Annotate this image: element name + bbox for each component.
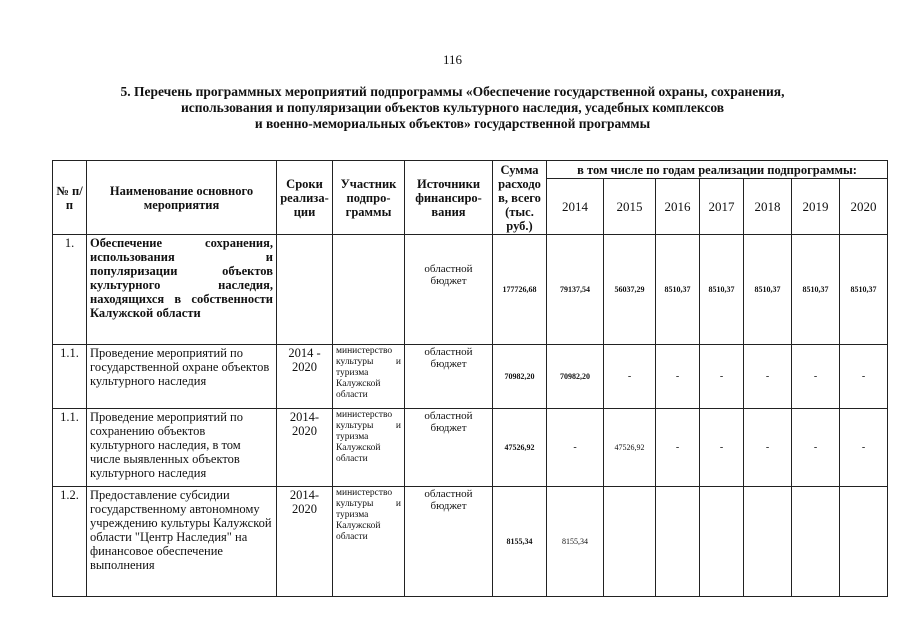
row-year-2018: 8510,37 bbox=[744, 235, 792, 345]
row-year-2016 bbox=[656, 487, 700, 597]
title-line-1: 5. Перечень программных мероприятий подпрограммы «Обеспечение государственной охраны, сохранения, bbox=[120, 84, 785, 99]
participant-line-3: туризма Калужской области bbox=[336, 510, 381, 542]
header-year-2017: 2017 bbox=[700, 179, 744, 235]
participant-word-2: и bbox=[395, 357, 401, 367]
row-num: 1.1. bbox=[53, 345, 87, 409]
header-year-2019: 2019 bbox=[792, 179, 840, 235]
row-name: Обеспечение сохранения, использования и популяризации объектов культурного наследия, находящихся в собственности Калужской области bbox=[87, 235, 277, 345]
header-years-group: в том числе по годам реализации подпрограммы: bbox=[547, 161, 888, 179]
participant-word-2: и bbox=[395, 499, 401, 509]
row-period: 2014- 2020 bbox=[277, 409, 333, 487]
row-total: 70982,20 bbox=[493, 345, 547, 409]
row-participant bbox=[333, 487, 405, 597]
participant-line-1: министерство bbox=[336, 346, 393, 356]
row-num: 1. bbox=[53, 235, 87, 345]
row-year-2019 bbox=[792, 487, 840, 597]
header-total: Сумма расходо в, всего (тыс. руб.) bbox=[493, 161, 547, 235]
row-num: 1.2. bbox=[53, 487, 87, 597]
participant-line-2 bbox=[336, 357, 401, 368]
row-year-2014: - bbox=[547, 409, 604, 487]
participant-line-2 bbox=[336, 421, 401, 432]
row-year-2020: - bbox=[840, 345, 888, 409]
document-title bbox=[60, 84, 845, 132]
participant-line-3: туризма Калужской области bbox=[336, 368, 381, 400]
row-year-2015 bbox=[604, 487, 656, 597]
row-year-2017: - bbox=[700, 409, 744, 487]
row-year-2015: 47526,92 bbox=[604, 409, 656, 487]
participant-word-1: культуры bbox=[336, 357, 374, 367]
row-year-2016: - bbox=[656, 409, 700, 487]
row-source: областной бюджет bbox=[405, 235, 493, 345]
row-year-2014: 70982,20 bbox=[547, 345, 604, 409]
row-period: 2014- 2020 bbox=[277, 487, 333, 597]
header-year-2018: 2018 bbox=[744, 179, 792, 235]
participant-line-2 bbox=[336, 499, 401, 510]
header-participant: Участник подпро-граммы bbox=[333, 161, 405, 235]
row-year-2019: - bbox=[792, 345, 840, 409]
title-line-2: использования и популяризации объектов культурного наследия, усадебных комплексов bbox=[180, 100, 725, 115]
row-num: 1.1. bbox=[53, 409, 87, 487]
row-year-2020 bbox=[840, 487, 888, 597]
header-num: № п/п bbox=[53, 161, 87, 235]
row-year-2015: 56037,29 bbox=[604, 235, 656, 345]
row-year-2019: 8510,37 bbox=[792, 235, 840, 345]
table-row bbox=[53, 487, 888, 597]
participant-line-3: туризма Калужской области bbox=[336, 432, 381, 464]
header-source: Источники финансиро-вания bbox=[405, 161, 493, 235]
table-row bbox=[53, 235, 888, 345]
row-year-2015: - bbox=[604, 345, 656, 409]
row-year-2020: 8510,37 bbox=[840, 235, 888, 345]
row-year-2017 bbox=[700, 487, 744, 597]
row-year-2014: 79137,54 bbox=[547, 235, 604, 345]
participant-word-2: и bbox=[395, 421, 401, 431]
table-row bbox=[53, 409, 888, 487]
header-year-2016: 2016 bbox=[656, 179, 700, 235]
row-period: 2014 - 2020 bbox=[277, 345, 333, 409]
participant-word-1: культуры bbox=[336, 499, 374, 509]
title-line-3: и военно-мемориальных объектов» государственной программы bbox=[254, 116, 651, 131]
row-source: областной бюджет bbox=[405, 487, 493, 597]
row-name: Проведение мероприятий по государственной охране объектов культурного наследия bbox=[87, 345, 277, 409]
row-year-2017: - bbox=[700, 345, 744, 409]
row-name: Предоставление субсидии государственному автономному учреждению культуры Калужской области "Центр Наследия" на финансовое обеспечение выполнения bbox=[87, 487, 277, 597]
row-year-2020: - bbox=[840, 409, 888, 487]
row-year-2018 bbox=[744, 487, 792, 597]
row-year-2019: - bbox=[792, 409, 840, 487]
row-total: 8155,34 bbox=[493, 487, 547, 597]
row-year-2018: - bbox=[744, 409, 792, 487]
header-year-2015: 2015 bbox=[604, 179, 656, 235]
row-year-2016: 8510,37 bbox=[656, 235, 700, 345]
header-year-2020: 2020 bbox=[840, 179, 888, 235]
row-year-2017: 8510,37 bbox=[700, 235, 744, 345]
row-participant bbox=[333, 345, 405, 409]
row-name: Проведение мероприятий по сохранению объектов культурного наследия, в том числе выявленных объектов культурного наследия bbox=[87, 409, 277, 487]
header-period: Сроки реализа-ции bbox=[277, 161, 333, 235]
table-row bbox=[53, 345, 888, 409]
page-number: 116 bbox=[442, 52, 463, 67]
row-source: областной бюджет bbox=[405, 345, 493, 409]
row-year-2014: 8155,34 bbox=[547, 487, 604, 597]
header-name: Наименование основного мероприятия bbox=[87, 161, 277, 235]
row-participant bbox=[333, 409, 405, 487]
row-total: 177726,68 bbox=[493, 235, 547, 345]
row-year-2016: - bbox=[656, 345, 700, 409]
row-participant bbox=[333, 235, 405, 345]
program-activities-table bbox=[52, 160, 888, 597]
row-period bbox=[277, 235, 333, 345]
participant-line-1: министерство bbox=[336, 488, 393, 498]
row-total: 47526,92 bbox=[493, 409, 547, 487]
header-year-2014: 2014 bbox=[547, 179, 604, 235]
participant-word-1: культуры bbox=[336, 421, 374, 431]
row-year-2018: - bbox=[744, 345, 792, 409]
row-source: областной бюджет bbox=[405, 409, 493, 487]
participant-line-1: министерство bbox=[336, 410, 393, 420]
